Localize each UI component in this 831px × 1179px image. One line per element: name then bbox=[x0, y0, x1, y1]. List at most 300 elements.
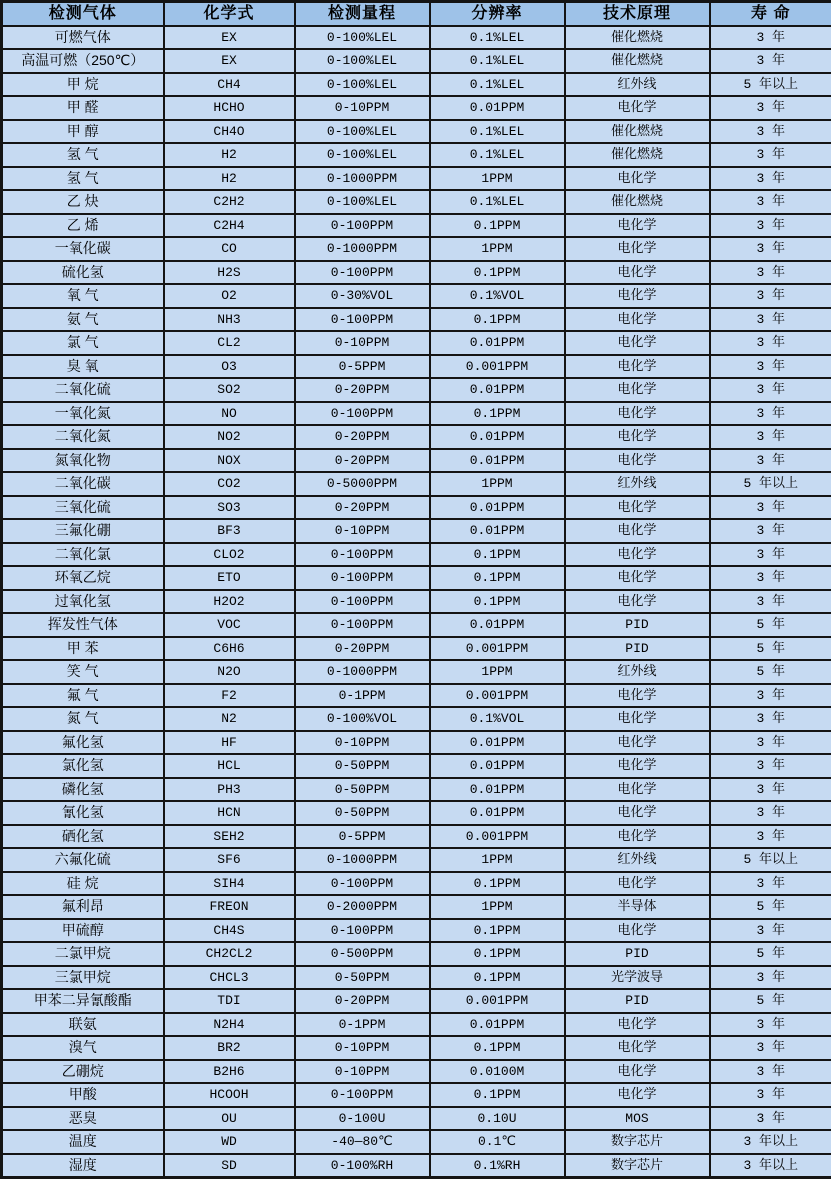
table-cell: HCL bbox=[164, 754, 295, 778]
table-cell: 一氧化碳 bbox=[2, 237, 164, 261]
table-cell: 氢 气 bbox=[2, 167, 164, 191]
table-cell: 5 年 bbox=[710, 660, 831, 684]
table-cell: 0-100PPM bbox=[295, 919, 430, 943]
table-cell: 0.1%LEL bbox=[430, 143, 565, 167]
table-row bbox=[2, 778, 831, 802]
table-cell: 0.1PPM bbox=[430, 402, 565, 426]
table-cell: 氟化氢 bbox=[2, 731, 164, 755]
table-cell: 0-100PPM bbox=[295, 308, 430, 332]
table-cell: 0.01PPM bbox=[430, 449, 565, 473]
table-cell: 0.001PPM bbox=[430, 637, 565, 661]
table-cell: NH3 bbox=[164, 308, 295, 332]
table-cell: H2O2 bbox=[164, 590, 295, 614]
table-cell: 甲 醇 bbox=[2, 120, 164, 144]
table-cell: 3 年 bbox=[710, 284, 831, 308]
table-row bbox=[2, 355, 831, 379]
table-cell: 电化学 bbox=[565, 778, 710, 802]
table-row bbox=[2, 378, 831, 402]
table-cell: 三氟化硼 bbox=[2, 519, 164, 543]
table-cell: 3 年 bbox=[710, 402, 831, 426]
table-cell: 3 年以上 bbox=[710, 1130, 831, 1154]
table-cell: 二氧化氮 bbox=[2, 425, 164, 449]
table-cell: 1PPM bbox=[430, 237, 565, 261]
table-cell: 3 年 bbox=[710, 919, 831, 943]
table-cell: 0-1000PPM bbox=[295, 237, 430, 261]
table-cell: 0.1PPM bbox=[430, 919, 565, 943]
table-row bbox=[2, 190, 831, 214]
table-cell: 二氯甲烷 bbox=[2, 942, 164, 966]
table-row bbox=[2, 895, 831, 919]
table-row bbox=[2, 449, 831, 473]
table-cell: 电化学 bbox=[565, 261, 710, 285]
table-row bbox=[2, 754, 831, 778]
table-cell: CO2 bbox=[164, 472, 295, 496]
table-cell: 0-2000PPM bbox=[295, 895, 430, 919]
table-cell: 三氧化硫 bbox=[2, 496, 164, 520]
table-cell: 0.001PPM bbox=[430, 355, 565, 379]
table-cell: OU bbox=[164, 1107, 295, 1131]
table-row bbox=[2, 660, 831, 684]
table-cell: 二氧化碳 bbox=[2, 472, 164, 496]
table-cell: 0-100%LEL bbox=[295, 73, 430, 97]
table-cell: 1PPM bbox=[430, 472, 565, 496]
table-cell: 0-20PPM bbox=[295, 378, 430, 402]
table-cell: 0.001PPM bbox=[430, 989, 565, 1013]
table-cell: 催化燃烧 bbox=[565, 26, 710, 50]
table-cell: 电化学 bbox=[565, 707, 710, 731]
table-cell: 0.1%VOL bbox=[430, 707, 565, 731]
table-cell: 0-20PPM bbox=[295, 449, 430, 473]
table-cell: 5 年 bbox=[710, 989, 831, 1013]
table-cell: 3 年 bbox=[710, 707, 831, 731]
table-cell: O2 bbox=[164, 284, 295, 308]
table-cell: 湿度 bbox=[2, 1154, 164, 1178]
table-cell: 光学波导 bbox=[565, 966, 710, 990]
table-cell: 3 年 bbox=[710, 543, 831, 567]
table-row bbox=[2, 543, 831, 567]
column-header-3: 检测量程 bbox=[295, 2, 430, 26]
table-cell: 0-100PPM bbox=[295, 214, 430, 238]
table-cell: 氮 气 bbox=[2, 707, 164, 731]
table-row bbox=[2, 1107, 831, 1131]
column-header-2: 化学式 bbox=[164, 2, 295, 26]
table-cell: SD bbox=[164, 1154, 295, 1178]
table-cell: 0-100%VOL bbox=[295, 707, 430, 731]
table-cell: EX bbox=[164, 49, 295, 73]
table-cell: 0-100%LEL bbox=[295, 190, 430, 214]
table-cell: 电化学 bbox=[565, 801, 710, 825]
table-cell: 恶臭 bbox=[2, 1107, 164, 1131]
table-cell: 0.01PPM bbox=[430, 425, 565, 449]
table-row bbox=[2, 825, 831, 849]
table-cell: 0-20PPM bbox=[295, 637, 430, 661]
table-cell: 0-10PPM bbox=[295, 519, 430, 543]
table-cell: 3 年 bbox=[710, 966, 831, 990]
table-cell: 0.1%LEL bbox=[430, 49, 565, 73]
table-row bbox=[2, 613, 831, 637]
table-row bbox=[2, 402, 831, 426]
table-row bbox=[2, 1013, 831, 1037]
table-cell: 溴气 bbox=[2, 1036, 164, 1060]
table-cell: 0-5000PPM bbox=[295, 472, 430, 496]
table-cell: 1PPM bbox=[430, 167, 565, 191]
table-cell: 电化学 bbox=[565, 402, 710, 426]
table-cell: 氟利昂 bbox=[2, 895, 164, 919]
table-cell: 0.10U bbox=[430, 1107, 565, 1131]
table-cell: 0.01PPM bbox=[430, 1013, 565, 1037]
table-cell: 氯 气 bbox=[2, 331, 164, 355]
table-row bbox=[2, 1130, 831, 1154]
table-row bbox=[2, 284, 831, 308]
table-cell: VOC bbox=[164, 613, 295, 637]
table-cell: 电化学 bbox=[565, 872, 710, 896]
column-header-6: 寿 命 bbox=[710, 2, 831, 26]
table-cell: 0-20PPM bbox=[295, 496, 430, 520]
table-cell: 0.1%LEL bbox=[430, 190, 565, 214]
table-row bbox=[2, 167, 831, 191]
table-cell: 催化燃烧 bbox=[565, 190, 710, 214]
table-cell: 催化燃烧 bbox=[565, 49, 710, 73]
table-body bbox=[2, 26, 831, 1178]
table-cell: PID bbox=[565, 613, 710, 637]
table-row bbox=[2, 331, 831, 355]
table-cell: 0-100PPM bbox=[295, 261, 430, 285]
table-row bbox=[2, 684, 831, 708]
table-cell: 5 年 bbox=[710, 895, 831, 919]
table-cell: 0-1000PPM bbox=[295, 660, 430, 684]
table-cell: 0.1PPM bbox=[430, 566, 565, 590]
table-cell: 0.01PPM bbox=[430, 801, 565, 825]
table-cell: 0.001PPM bbox=[430, 684, 565, 708]
table-cell: 0-20PPM bbox=[295, 989, 430, 1013]
table-cell: 0-1PPM bbox=[295, 1013, 430, 1037]
table-cell: 0-100PPM bbox=[295, 1083, 430, 1107]
table-cell: 0-30%VOL bbox=[295, 284, 430, 308]
table-cell: 3 年 bbox=[710, 237, 831, 261]
table-cell: 0.1PPM bbox=[430, 543, 565, 567]
table-cell: 3 年 bbox=[710, 355, 831, 379]
table-cell: CH2CL2 bbox=[164, 942, 295, 966]
table-cell: 乙 烯 bbox=[2, 214, 164, 238]
table-cell: 1PPM bbox=[430, 660, 565, 684]
table-cell: 0.01PPM bbox=[430, 778, 565, 802]
table-cell: 3 年 bbox=[710, 214, 831, 238]
table-cell: BR2 bbox=[164, 1036, 295, 1060]
table-cell: NO2 bbox=[164, 425, 295, 449]
table-cell: 0.1℃ bbox=[430, 1130, 565, 1154]
table-cell: 0-10PPM bbox=[295, 1036, 430, 1060]
table-cell: 0.1%RH bbox=[430, 1154, 565, 1178]
table-cell: NOX bbox=[164, 449, 295, 473]
table-cell: 红外线 bbox=[565, 848, 710, 872]
table-cell: 0-100PPM bbox=[295, 566, 430, 590]
table-cell: 3 年 bbox=[710, 801, 831, 825]
table-cell: CL2 bbox=[164, 331, 295, 355]
table-cell: HCHO bbox=[164, 96, 295, 120]
table-cell: 电化学 bbox=[565, 284, 710, 308]
table-cell: 电化学 bbox=[565, 449, 710, 473]
table-cell: 甲 烷 bbox=[2, 73, 164, 97]
table-cell: 电化学 bbox=[565, 496, 710, 520]
table-cell: SEH2 bbox=[164, 825, 295, 849]
table-cell: 3 年 bbox=[710, 1060, 831, 1084]
table-cell: 甲苯二异氰酸酯 bbox=[2, 989, 164, 1013]
table-cell: F2 bbox=[164, 684, 295, 708]
table-cell: 5 年 bbox=[710, 942, 831, 966]
table-cell: 0-50PPM bbox=[295, 778, 430, 802]
table-cell: 催化燃烧 bbox=[565, 120, 710, 144]
table-cell: 3 年 bbox=[710, 120, 831, 144]
table-cell: 电化学 bbox=[565, 167, 710, 191]
table-cell: 3 年 bbox=[710, 190, 831, 214]
table-cell: 电化学 bbox=[565, 378, 710, 402]
table-cell: 0.1PPM bbox=[430, 261, 565, 285]
table-cell: C2H2 bbox=[164, 190, 295, 214]
table-cell: 氯化氢 bbox=[2, 754, 164, 778]
table-cell: 0-100%LEL bbox=[295, 143, 430, 167]
table-cell: 5 年 bbox=[710, 613, 831, 637]
table-cell: 氟 气 bbox=[2, 684, 164, 708]
table-cell: HCN bbox=[164, 801, 295, 825]
table-cell: 0.0100M bbox=[430, 1060, 565, 1084]
table-cell: 0-50PPM bbox=[295, 754, 430, 778]
table-cell: 电化学 bbox=[565, 331, 710, 355]
table-cell: 0.1%LEL bbox=[430, 120, 565, 144]
table-cell: PH3 bbox=[164, 778, 295, 802]
table-row bbox=[2, 519, 831, 543]
table-cell: 3 年 bbox=[710, 49, 831, 73]
table-cell: SIH4 bbox=[164, 872, 295, 896]
table-cell: 3 年 bbox=[710, 143, 831, 167]
table-cell: 过氧化氢 bbox=[2, 590, 164, 614]
table-cell: 电化学 bbox=[565, 355, 710, 379]
table-cell: 氮氧化物 bbox=[2, 449, 164, 473]
table-cell: SF6 bbox=[164, 848, 295, 872]
table-cell: 3 年 bbox=[710, 566, 831, 590]
table-cell: N2O bbox=[164, 660, 295, 684]
table-cell: 0-500PPM bbox=[295, 942, 430, 966]
table-cell: 0-1000PPM bbox=[295, 167, 430, 191]
table-cell: 3 年 bbox=[710, 731, 831, 755]
table-cell: CH4 bbox=[164, 73, 295, 97]
table-cell: 0-5PPM bbox=[295, 355, 430, 379]
table-cell: 二氧化硫 bbox=[2, 378, 164, 402]
table-cell: FREON bbox=[164, 895, 295, 919]
table-cell: 3 年 bbox=[710, 1036, 831, 1060]
table-cell: 3 年 bbox=[710, 825, 831, 849]
table-cell: MOS bbox=[565, 1107, 710, 1131]
table-cell: 电化学 bbox=[565, 919, 710, 943]
table-cell: 温度 bbox=[2, 1130, 164, 1154]
table-cell: 氢 气 bbox=[2, 143, 164, 167]
table-cell: 3 年 bbox=[710, 872, 831, 896]
table-cell: 0-100PPM bbox=[295, 872, 430, 896]
table-cell: 乙硼烷 bbox=[2, 1060, 164, 1084]
table-cell: 0-100PPM bbox=[295, 613, 430, 637]
table-cell: 3 年 bbox=[710, 425, 831, 449]
table-cell: 半导体 bbox=[565, 895, 710, 919]
table-cell: H2S bbox=[164, 261, 295, 285]
table-row bbox=[2, 308, 831, 332]
table-cell: 0-20PPM bbox=[295, 425, 430, 449]
table-cell: 0-100%LEL bbox=[295, 49, 430, 73]
table-cell: 0.01PPM bbox=[430, 378, 565, 402]
table-row bbox=[2, 1083, 831, 1107]
table-cell: 3 年 bbox=[710, 1013, 831, 1037]
table-cell: 3 年 bbox=[710, 519, 831, 543]
table-cell: 二氧化氯 bbox=[2, 543, 164, 567]
table-cell: 0.01PPM bbox=[430, 331, 565, 355]
table-cell: ETO bbox=[164, 566, 295, 590]
table-row bbox=[2, 872, 831, 896]
table-cell: 磷化氢 bbox=[2, 778, 164, 802]
header-row bbox=[2, 2, 831, 26]
table-row bbox=[2, 143, 831, 167]
table-cell: 0-100%RH bbox=[295, 1154, 430, 1178]
table-cell: EX bbox=[164, 26, 295, 50]
table-cell: CH4S bbox=[164, 919, 295, 943]
table-row bbox=[2, 1060, 831, 1084]
table-cell: 3 年 bbox=[710, 449, 831, 473]
table-cell: 一氧化氮 bbox=[2, 402, 164, 426]
table-cell: 0-1PPM bbox=[295, 684, 430, 708]
table-row bbox=[2, 472, 831, 496]
table-cell: 电化学 bbox=[565, 543, 710, 567]
table-cell: 硒化氢 bbox=[2, 825, 164, 849]
table-row bbox=[2, 566, 831, 590]
table-cell: 氨 气 bbox=[2, 308, 164, 332]
table-cell: 电化学 bbox=[565, 519, 710, 543]
table-cell: SO2 bbox=[164, 378, 295, 402]
table-cell: 0.1%LEL bbox=[430, 26, 565, 50]
table-cell: 0.01PPM bbox=[430, 731, 565, 755]
table-cell: 电化学 bbox=[565, 754, 710, 778]
table-cell: B2H6 bbox=[164, 1060, 295, 1084]
table-row bbox=[2, 261, 831, 285]
table-row bbox=[2, 919, 831, 943]
table-cell: 氧 气 bbox=[2, 284, 164, 308]
table-cell: 红外线 bbox=[565, 660, 710, 684]
table-cell: 0-100PPM bbox=[295, 543, 430, 567]
table-cell: 3 年 bbox=[710, 331, 831, 355]
table-cell: 电化学 bbox=[565, 1060, 710, 1084]
table-row bbox=[2, 496, 831, 520]
table-cell: 0.1PPM bbox=[430, 590, 565, 614]
table-cell: 电化学 bbox=[565, 237, 710, 261]
table-cell: 电化学 bbox=[565, 425, 710, 449]
table-cell: CLO2 bbox=[164, 543, 295, 567]
table-cell: 高温可燃（250℃） bbox=[2, 49, 164, 73]
table-row bbox=[2, 590, 831, 614]
table-cell: 硫化氢 bbox=[2, 261, 164, 285]
table-cell: 催化燃烧 bbox=[565, 143, 710, 167]
table-cell: 0.1PPM bbox=[430, 966, 565, 990]
table-cell: 3 年 bbox=[710, 308, 831, 332]
column-header-5: 技术原理 bbox=[565, 2, 710, 26]
table-cell: 0-10PPM bbox=[295, 731, 430, 755]
table-row bbox=[2, 96, 831, 120]
table-cell: 0.1%VOL bbox=[430, 284, 565, 308]
table-cell: NO bbox=[164, 402, 295, 426]
table-cell: HF bbox=[164, 731, 295, 755]
table-row bbox=[2, 1154, 831, 1178]
table-row bbox=[2, 801, 831, 825]
table-cell: 数字芯片 bbox=[565, 1130, 710, 1154]
table-cell: 乙 炔 bbox=[2, 190, 164, 214]
table-cell: 0-100U bbox=[295, 1107, 430, 1131]
table-row bbox=[2, 73, 831, 97]
column-header-4: 分辨率 bbox=[430, 2, 565, 26]
table-cell: 1PPM bbox=[430, 895, 565, 919]
table-row bbox=[2, 989, 831, 1013]
table-cell: 3 年 bbox=[710, 261, 831, 285]
table-cell: PID bbox=[565, 989, 710, 1013]
table-cell: 六氟化硫 bbox=[2, 848, 164, 872]
table-cell: 0.01PPM bbox=[430, 96, 565, 120]
table-cell: TDI bbox=[164, 989, 295, 1013]
table-cell: 3 年 bbox=[710, 167, 831, 191]
table-cell: 0-100%LEL bbox=[295, 26, 430, 50]
table-cell: 0-50PPM bbox=[295, 801, 430, 825]
table-row bbox=[2, 942, 831, 966]
table-cell: BF3 bbox=[164, 519, 295, 543]
table-cell: 0-1000PPM bbox=[295, 848, 430, 872]
table-cell: 电化学 bbox=[565, 731, 710, 755]
table-row bbox=[2, 637, 831, 661]
table-cell: 氰化氢 bbox=[2, 801, 164, 825]
table-cell: H2 bbox=[164, 167, 295, 191]
table-cell: 红外线 bbox=[565, 472, 710, 496]
table-cell: 电化学 bbox=[565, 1036, 710, 1060]
table-cell: 3 年 bbox=[710, 590, 831, 614]
table-cell: 3 年 bbox=[710, 496, 831, 520]
table-cell: 0.01PPM bbox=[430, 754, 565, 778]
table-cell: 电化学 bbox=[565, 96, 710, 120]
table-row bbox=[2, 848, 831, 872]
table-cell: 0-50PPM bbox=[295, 966, 430, 990]
table-row bbox=[2, 49, 831, 73]
table-cell: N2 bbox=[164, 707, 295, 731]
table-row bbox=[2, 707, 831, 731]
table-cell: 5 年以上 bbox=[710, 73, 831, 97]
table-cell: 硅 烷 bbox=[2, 872, 164, 896]
table-cell: 0-10PPM bbox=[295, 96, 430, 120]
table-cell: 0.01PPM bbox=[430, 496, 565, 520]
table-cell: 0-5PPM bbox=[295, 825, 430, 849]
table-cell: 红外线 bbox=[565, 73, 710, 97]
table-cell: 5 年以上 bbox=[710, 848, 831, 872]
table-cell: CHCL3 bbox=[164, 966, 295, 990]
table-cell: HCOOH bbox=[164, 1083, 295, 1107]
table-cell: 电化学 bbox=[565, 566, 710, 590]
table-cell: 甲 醛 bbox=[2, 96, 164, 120]
table-cell: 电化学 bbox=[565, 1083, 710, 1107]
table-row bbox=[2, 425, 831, 449]
table-row bbox=[2, 1036, 831, 1060]
table-cell: 0-100%LEL bbox=[295, 120, 430, 144]
table-cell: PID bbox=[565, 942, 710, 966]
table-cell: 0.1PPM bbox=[430, 872, 565, 896]
table-row bbox=[2, 966, 831, 990]
table-cell: 挥发性气体 bbox=[2, 613, 164, 637]
table-row bbox=[2, 237, 831, 261]
table-cell: 甲 苯 bbox=[2, 637, 164, 661]
table-cell: PID bbox=[565, 637, 710, 661]
table-cell: 5 年 bbox=[710, 637, 831, 661]
table-cell: H2 bbox=[164, 143, 295, 167]
table-row bbox=[2, 120, 831, 144]
table-cell: 0.001PPM bbox=[430, 825, 565, 849]
